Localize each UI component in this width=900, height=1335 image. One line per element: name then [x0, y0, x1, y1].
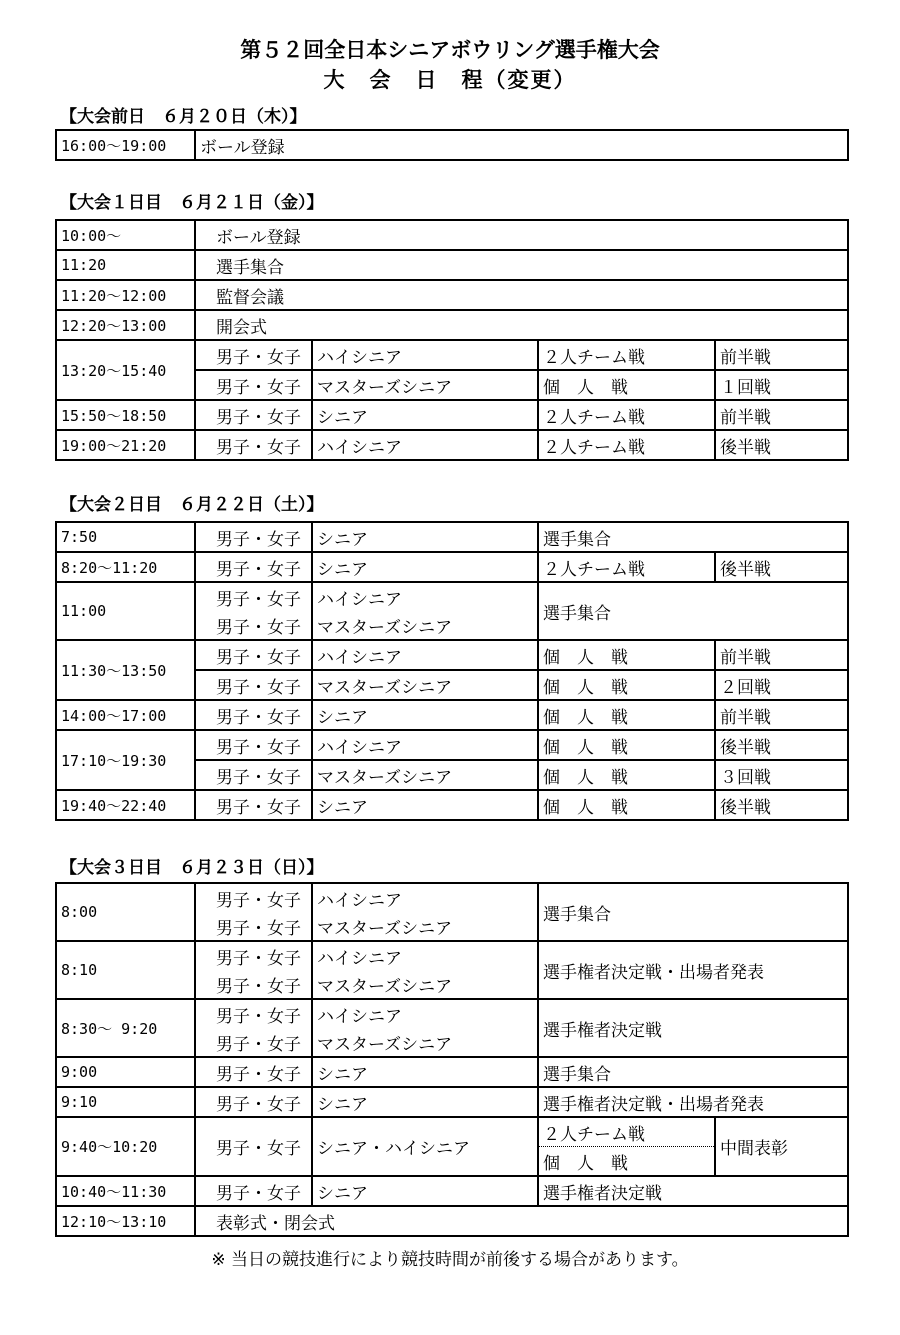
gender-cell: 男子・女子 [195, 640, 312, 670]
division-cell: ハイシニア [312, 340, 538, 370]
gender-cell: 男子・女子 [195, 1087, 312, 1117]
time-cell: 15:50～18:50 [56, 400, 195, 430]
event-cell: ボール登録 [195, 220, 848, 250]
round-cell: 前半戦 [715, 700, 848, 730]
table-row [56, 883, 848, 912]
schedule-table-day3 [55, 882, 849, 1237]
gender-cell: 男子・女子 [195, 730, 312, 760]
division-cell: シニア [312, 1087, 538, 1117]
gender-cell: 男子・女子 [195, 999, 312, 1028]
division-cell: ハイシニア [312, 883, 538, 912]
time-cell: 8:10 [56, 941, 195, 999]
event-cell: ２人チーム戦 [538, 430, 715, 460]
gender-cell: 男子・女子 [195, 611, 312, 640]
division-cell: マスターズシニア [312, 1028, 538, 1057]
round-cell: 後半戦 [715, 430, 848, 460]
division-cell: シニア・ハイシニア [312, 1117, 538, 1176]
table-row [56, 730, 848, 760]
event-cell: 個 人 戦 [538, 700, 715, 730]
event-cell: 個 人 戦 [538, 760, 715, 790]
table-row [56, 552, 848, 582]
event-cell: 選手集合 [538, 522, 848, 552]
round-cell: 前半戦 [715, 400, 848, 430]
schedule-table-day1 [55, 219, 849, 461]
page-subtitle: 大 会 日 程（変更） [323, 68, 577, 92]
table-row [56, 1176, 848, 1206]
gender-cell: 男子・女子 [195, 760, 312, 790]
event-cell: ２人チーム戦 [538, 340, 715, 370]
event-cell: ２人チーム戦 [538, 400, 715, 430]
round-cell: 後半戦 [715, 790, 848, 820]
table-row [56, 790, 848, 820]
gender-cell: 男子・女子 [195, 1057, 312, 1087]
day-heading-day3: 【大会３日目 ６月２３日（日）】 [60, 858, 324, 878]
event-cell: ボール登録 [195, 130, 848, 160]
gender-cell: 男子・女子 [195, 883, 312, 912]
gender-cell: 男子・女子 [195, 1028, 312, 1057]
event-cell: 選手権者決定戦・出場者発表 [538, 941, 848, 999]
round-cell: 後半戦 [715, 552, 848, 582]
event-cell: 選手権者決定戦・出場者発表 [538, 1087, 848, 1117]
gender-cell: 男子・女子 [195, 1176, 312, 1206]
table-row [56, 220, 848, 250]
event-cell: 表彰式・閉会式 [195, 1206, 848, 1236]
table-row [56, 1117, 848, 1147]
gender-cell: 男子・女子 [195, 941, 312, 970]
division-cell: マスターズシニア [312, 760, 538, 790]
division-cell: ハイシニア [312, 999, 538, 1028]
table-row [56, 1087, 848, 1117]
time-cell: 8:00 [56, 883, 195, 941]
event-cell: ２人チーム戦 [538, 552, 715, 582]
time-cell: 9:00 [56, 1057, 195, 1087]
division-cell: シニア [312, 1176, 538, 1206]
time-cell: 13:20～15:40 [56, 340, 195, 400]
round-cell: １回戦 [715, 370, 848, 400]
event-cell: 選手権者決定戦 [538, 999, 848, 1057]
time-cell: 11:20 [56, 250, 195, 280]
division-cell: ハイシニア [312, 941, 538, 970]
event-cell: 個 人 戦 [538, 640, 715, 670]
division-cell: シニア [312, 790, 538, 820]
event-cell: 個 人 戦 [538, 1147, 715, 1177]
table-row [56, 340, 848, 370]
gender-cell: 男子・女子 [195, 912, 312, 941]
event-cell: 個 人 戦 [538, 790, 715, 820]
time-cell: 19:40～22:40 [56, 790, 195, 820]
time-cell: 17:10～19:30 [56, 730, 195, 790]
table-row [56, 400, 848, 430]
division-cell: ハイシニア [312, 730, 538, 760]
table-row [56, 700, 848, 730]
event-cell: 個 人 戦 [538, 670, 715, 700]
table-row [56, 1057, 848, 1087]
gender-cell: 男子・女子 [195, 970, 312, 999]
time-cell: 10:40～11:30 [56, 1176, 195, 1206]
round-cell: 前半戦 [715, 640, 848, 670]
division-cell: シニア [312, 552, 538, 582]
time-cell: 8:30～ 9:20 [56, 999, 195, 1057]
table-row [56, 430, 848, 460]
round-cell: ３回戦 [715, 760, 848, 790]
day-heading-eve: 【大会前日 ６月２０日（木）】 [60, 107, 307, 127]
round-cell: ２回戦 [715, 670, 848, 700]
time-cell: 14:00～17:00 [56, 700, 195, 730]
gender-cell: 男子・女子 [195, 340, 312, 370]
time-cell: 9:40～10:20 [56, 1117, 195, 1176]
gender-cell: 男子・女子 [195, 552, 312, 582]
event-cell: 選手集合 [538, 582, 848, 640]
table-row [56, 280, 848, 310]
gender-cell: 男子・女子 [195, 370, 312, 400]
time-cell: 12:10～13:10 [56, 1206, 195, 1236]
table-row [56, 310, 848, 340]
day-heading-day2: 【大会２日目 ６月２２日（土）】 [60, 495, 324, 515]
round-cell: 後半戦 [715, 730, 848, 760]
division-cell: ハイシニア [312, 582, 538, 611]
time-cell: 16:00～19:00 [56, 130, 195, 160]
division-cell: ハイシニア [312, 430, 538, 460]
time-cell: 12:20～13:00 [56, 310, 195, 340]
division-cell: マスターズシニア [312, 670, 538, 700]
gender-cell: 男子・女子 [195, 1117, 312, 1176]
gender-cell: 男子・女子 [195, 582, 312, 611]
schedule-table-eve [55, 129, 849, 161]
division-cell: ハイシニア [312, 640, 538, 670]
time-cell: 9:10 [56, 1087, 195, 1117]
division-cell: シニア [312, 522, 538, 552]
event-cell: 個 人 戦 [538, 370, 715, 400]
event-cell: 選手集合 [538, 1057, 848, 1087]
gender-cell: 男子・女子 [195, 400, 312, 430]
time-cell: 11:20～12:00 [56, 280, 195, 310]
page-title: 第５２回全日本シニアボウリング選手権大会 [240, 38, 660, 62]
day-heading-day1: 【大会１日目 ６月２１日（金）】 [60, 193, 324, 213]
time-cell: 11:30～13:50 [56, 640, 195, 700]
division-cell: マスターズシニア [312, 611, 538, 640]
division-cell: シニア [312, 700, 538, 730]
gender-cell: 男子・女子 [195, 670, 312, 700]
event-cell: 開会式 [195, 310, 848, 340]
gender-cell: 男子・女子 [195, 430, 312, 460]
table-row [56, 1206, 848, 1236]
gender-cell: 男子・女子 [195, 790, 312, 820]
event-cell: 監督会議 [195, 280, 848, 310]
time-cell: 19:00～21:20 [56, 430, 195, 460]
time-cell: 10:00～ [56, 220, 195, 250]
footnote: ※ 当日の競技進行により競技時間が前後する場合があります。 [211, 1250, 689, 1270]
division-cell: マスターズシニア [312, 970, 538, 999]
round-cell: 前半戦 [715, 340, 848, 370]
table-row [56, 999, 848, 1028]
table-row [56, 640, 848, 670]
event-cell: 選手集合 [538, 883, 848, 941]
event-cell: ２人チーム戦 [538, 1117, 715, 1147]
time-cell: 7:50 [56, 522, 195, 552]
event-cell: 個 人 戦 [538, 730, 715, 760]
gender-cell: 男子・女子 [195, 700, 312, 730]
time-cell: 11:00 [56, 582, 195, 640]
division-cell: マスターズシニア [312, 912, 538, 941]
table-row [56, 582, 848, 611]
table-row [56, 250, 848, 280]
schedule-table-day2 [55, 521, 849, 821]
table-row [56, 130, 848, 160]
event-cell: 選手権者決定戦 [538, 1176, 848, 1206]
event-cell: 選手集合 [195, 250, 848, 280]
gender-cell: 男子・女子 [195, 522, 312, 552]
division-cell: シニア [312, 400, 538, 430]
award-cell: 中間表彰 [715, 1117, 848, 1176]
table-row [56, 941, 848, 970]
division-cell: マスターズシニア [312, 370, 538, 400]
time-cell: 8:20～11:20 [56, 552, 195, 582]
division-cell: シニア [312, 1057, 538, 1087]
table-row [56, 522, 848, 552]
